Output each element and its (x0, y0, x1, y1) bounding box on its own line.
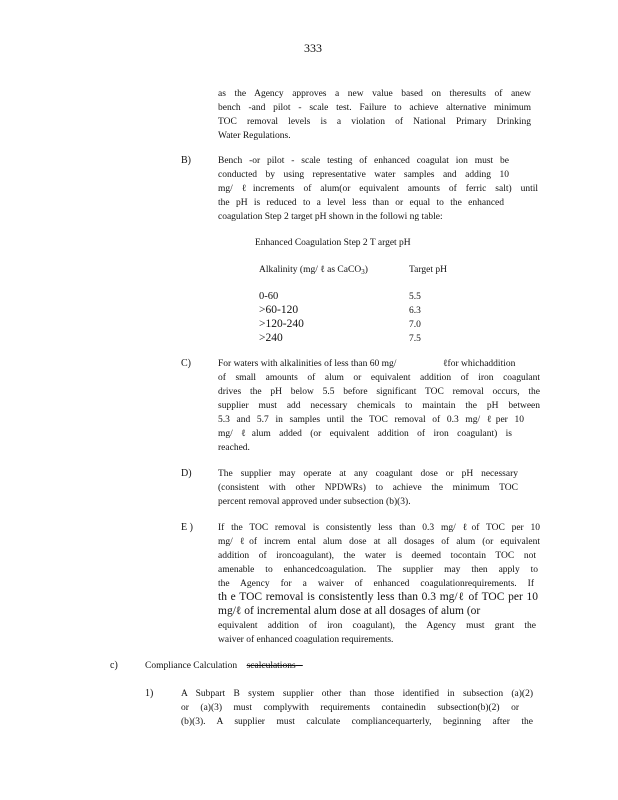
item-c-first-line-b: ℓfor whichaddition (443, 359, 516, 369)
item-d-line: percent removal approved under subsection (b)(3). (218, 497, 411, 507)
item-e-line: waiver of enhanced coagulation requirements. (218, 635, 394, 645)
table-cell-ph: 6.3 (409, 306, 421, 316)
item-b-line: coagulation Step 2 target pH shown in the followi ng table: (218, 212, 443, 222)
item-c-label: C) (181, 358, 191, 369)
table-cell-alkalinity: >60-120 (259, 304, 299, 316)
item-d-line: The supplier may operate at any coagulant dose or pH necessary (218, 469, 518, 479)
item-1-line: A Subpart B system supplier other than those identified in subsection (a)(2) (181, 689, 533, 699)
table-header-alkalinity: Alkalinity (mg/ ℓ as CaCO$_3$) (259, 265, 368, 276)
item-e-bold-line: mg/ℓ of incremental alum dose at all dosages of alum (or (218, 605, 481, 617)
item-b-line: mg/ ℓincrements of alum(or equivalent amounts of ferric salt) until (218, 184, 538, 194)
section-c-struck: scalculations (246, 661, 296, 671)
table-cell-alkalinity: >240 (259, 332, 283, 344)
item-d-line: (consistent with other NPDWRs) to achieve the minimum TOC (218, 483, 518, 493)
item-e-line: If the TOC removal is consistently less than 0.3 mg/ ℓof TOC per 10 (218, 523, 540, 533)
item-e-line: the Agency for a waiver of enhanced coagulationrequirements. If (218, 579, 534, 589)
section-c-title: Compliance Calculation scalculations (145, 661, 296, 671)
table-cell-ph: 5.5 (409, 292, 421, 302)
item-c-line: mg/ ℓalum added (or equivalent addition of iron coagulant) is (218, 429, 512, 439)
item-b-label: B) (181, 155, 191, 166)
table-header-target: Target pH (409, 265, 447, 275)
item-c-line: 5.3 and 5.7 in samples until the TOC removal of 0.3 mg/ ℓper 10 (218, 415, 524, 425)
table-cell-ph: 7.0 (409, 320, 421, 330)
intro-line: Water Regulations. (218, 131, 291, 141)
item-d-label: D) (181, 468, 192, 479)
item-e-line: amenable to enhancedcoagulation. The supplier may then apply to (218, 565, 538, 575)
item-c-line: of small amounts of alum or equivalent addition of iron coagulant (218, 373, 540, 383)
item-1-line: (b)(3). A supplier must calculate compliancequarterly, beginning after the (181, 717, 533, 727)
table-title: Enhanced Coagulation Step 2 T arget pH (255, 238, 411, 248)
item-b-line: the pH is reduced to a level less than or equal to the enhanced (218, 198, 504, 208)
item-e-line: equivalent addition of iron coagulant), the Agency must grant the (218, 621, 536, 631)
item-e-line: addition of ironcoagulant), the water is deemed tocontain TOC not (218, 551, 536, 561)
item-e-line: mg/ ℓof increm ental alum dose at all dosages of alum (or equivalent (218, 537, 540, 547)
item-c-line: drives the pH below 5.5 before significant TOC removal occurs, the (218, 387, 540, 397)
item-c-line: reached. (218, 443, 250, 453)
intro-line: bench -and pilot - scale test. Failure to achieve alternative minimum (218, 103, 531, 113)
table-cell-alkalinity: 0-60 (259, 291, 279, 302)
section-c-label: c) (110, 660, 118, 671)
item-b-line: Bench -or pilot - scale testing of enhanced coagulat ion must be (218, 156, 509, 166)
item-b-line: conducted by using representative water samples and adding 10 (218, 170, 509, 180)
table-cell-ph: 7.5 (409, 334, 421, 344)
intro-line: TOC removal levels is a violation of National Primary Drinking (218, 117, 531, 127)
item-c-line: supplier must add necessary chemicals to maintain the pH between (218, 401, 540, 411)
item-e-bold-line: th e TOC removal is consistently less than 0.3 mg/ℓ of TOC per 10 (218, 591, 538, 603)
item-c-first-line-a: For waters with alkalinities of less than 60 mg/ (218, 359, 397, 369)
page-number: 333 (304, 41, 322, 55)
item-1-line: or (a)(3) must complywith requirements containedin subsection(b)(2) or (181, 703, 519, 713)
item-1-label: 1) (145, 688, 154, 699)
item-e-label: E ) (181, 522, 193, 533)
table-cell-alkalinity: >120-240 (259, 318, 304, 330)
intro-line: as the Agency approves a new value based on theresults of anew (218, 89, 531, 99)
